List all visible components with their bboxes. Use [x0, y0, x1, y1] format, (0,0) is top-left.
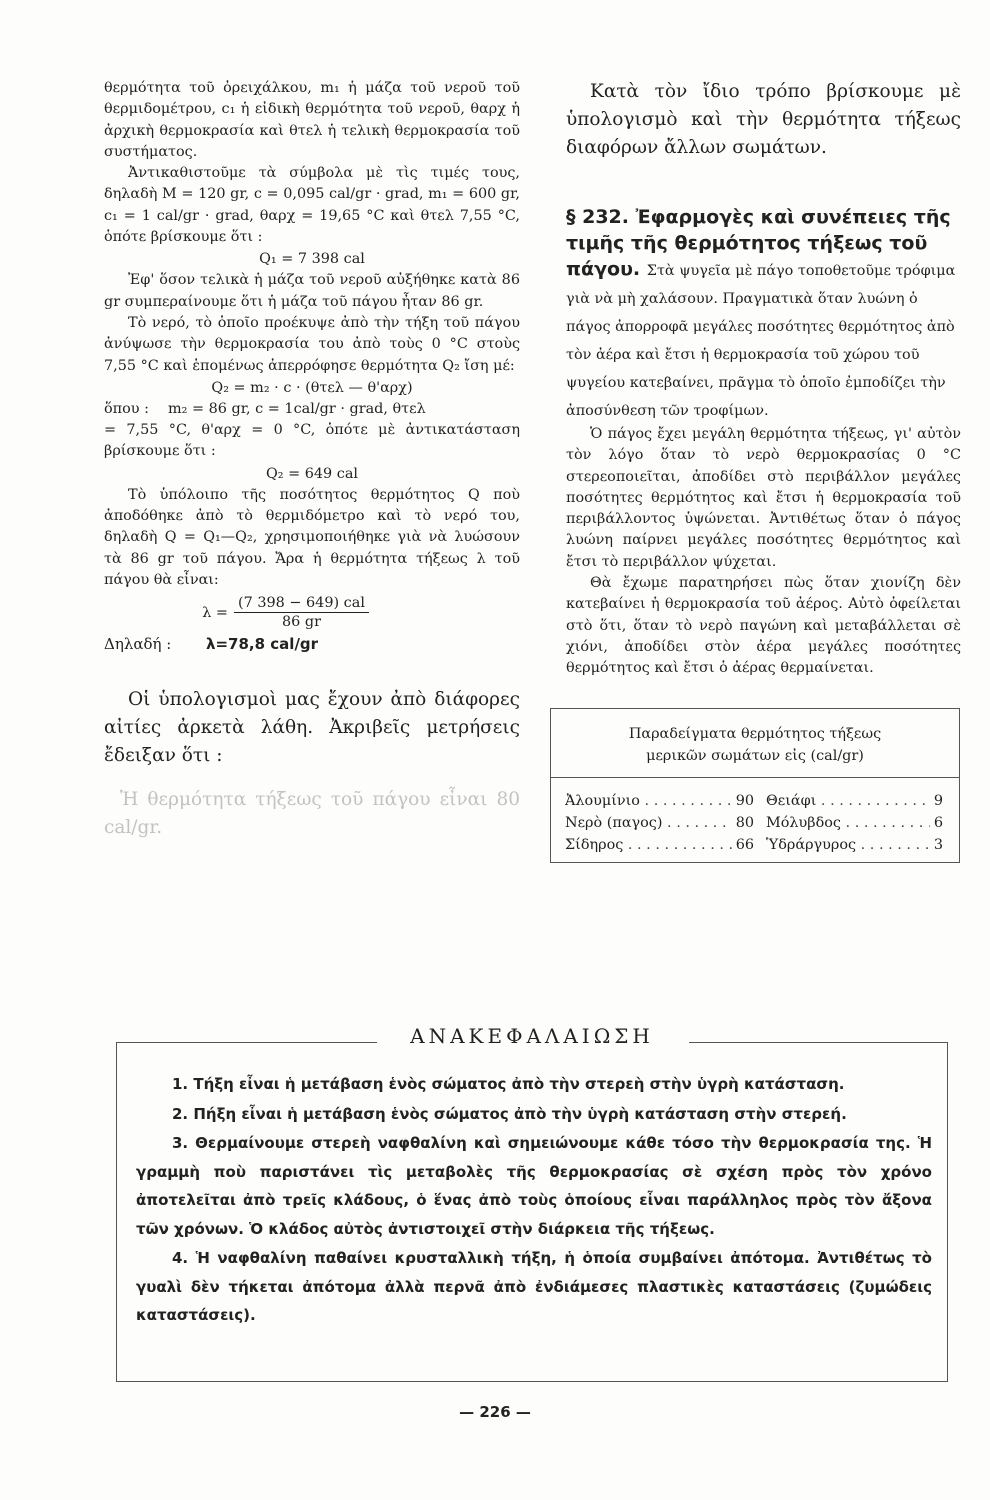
- substance-value: 90: [735, 792, 754, 809]
- where-label: ὅπου :: [104, 400, 149, 417]
- table-row: [766, 790, 943, 812]
- equation: Q₂ = 649 cal: [265, 465, 359, 482]
- table-row: [766, 812, 943, 834]
- result-row: [104, 632, 520, 656]
- section: [566, 204, 961, 424]
- table-column: [565, 790, 754, 856]
- table-title-line: μερικῶν σωμάτων εἰς (cal/gr): [646, 747, 864, 764]
- substance-name: Νερὸ (παγος) . . .: [565, 812, 732, 834]
- right-column: [566, 78, 961, 863]
- where-row: [104, 399, 520, 420]
- summary-item: 2. Πήξη εἶναι ἡ μετάβαση ἑνὸς σώματος ἀπὸ τὴν ὑγρὴ κατάσταση στὴν στερεή.: [172, 1104, 847, 1123]
- page-number: — 226 —: [459, 1403, 531, 1421]
- section-title: § 232. Ἐφαρμογὲς καὶ συνέπειες τῆς τιμῆς τῆς θερμότητος τήξεως τοῦ πάγου.: [566, 206, 951, 280]
- table-row: [766, 834, 943, 856]
- summary-list: [136, 1070, 932, 1331]
- paragraph: Τὸ ὑπόλοιπο τῆς ποσότητος θερμότητος Q ποὺ ἀποδόθηκε ἀπὸ τὸ θερμιδόμετρο καὶ τὸ νερό του, δηλαδὴ Q = Q₁—Q₂, χρησιμοποιήθηκε γιὰ νὰ λυώσουν τὰ 86 gr τοῦ πάγου. Ἄρα ἡ θερμότητα τήξεως λ τοῦ πάγου θὰ εἶναι:: [104, 486, 520, 588]
- substance-name: Ἀλουμίνιο . . .: [565, 790, 732, 812]
- faded-paragraph: Ἡ θερμότητα τήξεως τοῦ πάγου εἶναι 80 cal/gr.: [104, 789, 520, 839]
- substance-name: Μόλυβδος . . .: [766, 812, 930, 834]
- table-body: [551, 778, 959, 862]
- section-body: Στὰ ψυγεῖα μὲ πάγο τοποθετοῦμε τρόφιμα γιὰ νὰ μὴ χαλάσουν. Πραγματικὰ ὅταν λυώνη ὁ πάγος ἀπορροφᾶ μεγάλες ποσότητες θερμότητος ἀπὸ τὸν ἀέρα καὶ ἔτσι ἡ θερμοκρασία τοῦ χώρου τοῦ ψυγείου κατεβαίνει, πρᾶγμα τὸ ὁποῖο ἐμποδίζει τὴν ἀποσύνθεση τῶν τροφίμων.: [566, 263, 956, 419]
- substance-name: Σίδηρος . . .: [565, 834, 732, 856]
- table-column: [754, 790, 943, 856]
- large-paragraph: Κατὰ τὸν ἴδιο τρόπο βρίσκουμε μὲ ὑπολογισμὸ καὶ τὴν θερμότητα τήξεως διαφόρων ἄλλων σωμάτων.: [566, 81, 961, 158]
- left-column: [104, 78, 520, 842]
- paragraph: Θὰ ἔχωμε παρατηρήσει πὼς ὅταν χιονίζη δὲν κατεβαίνει ἡ θερμοκρασία τοῦ ἀέρος. Αὐτὸ ὀφείλεται στὸ ὅτι, ὅταν τὸ νερὸ παγώνη καὶ μεταβάλλεται σὲ χιόνι, ἀποδίδει στὸν ἀέρα μεγάλες ποσότητες θερμότητος καὶ ἔτσι ὁ ἀέρας θερμαίνεται.: [566, 575, 961, 677]
- paragraph: Ἐφ' ὅσον τελικὰ ἡ μάζα τοῦ νεροῦ αὐξήθηκε κατὰ 86 gr συμπεραίνουμε ὅτι ἡ μάζα τοῦ πάγου ἦταν 86 gr.: [104, 272, 520, 310]
- equation: Q₂ = m₂ · c · (θτελ — θ'αρχ): [211, 379, 413, 396]
- paragraph: Ἀντικαθιστοῦμε τὰ σύμβολα μὲ τὶς τιμές τους, δηλαδὴ M = 120 gr, c = 0,095 cal/gr · grad, m₁ = 600 gr, c₁ = 1 cal/gr · grad, θαρχ = 19,65 °C καὶ θτελ 7,55 °C, ὁπότε βρίσκουμε ὅτι :: [104, 165, 520, 246]
- paragraph: θερμότητα τοῦ ὀρειχάλκου, m₁ ἡ μάζα τοῦ νεροῦ τοῦ θερμιδομέτρου, c₁ ἡ εἰδικὴ θερμότητα τοῦ νεροῦ, θαρχ ἡ ἀρχικὴ θερμοκρασία καὶ θτελ ἡ τελικὴ θερμοκρασία τοῦ συστήματος.: [104, 80, 520, 160]
- substance-value: 80: [735, 814, 754, 831]
- result-label: Δηλαδή :: [104, 635, 172, 654]
- substance-name: Ὑδράργυρος . . .: [766, 834, 930, 856]
- table-row: [565, 834, 754, 856]
- table-title-line: Παραδείγματα θερμότητος τήξεως: [628, 725, 882, 742]
- large-paragraph: Οἱ ὑπολογισμοὶ μας ἔχουν ἀπὸ διάφορες αἰτίες ἀρκετὰ λάθη. Ἀκριβεῖς μετρήσεις ἔδειξαν ὅτι :: [104, 689, 520, 767]
- heat-of-fusion-table: [550, 708, 960, 863]
- result-value: λ=78,8 cal/gr: [206, 635, 319, 654]
- summary-item: 3. Θερμαίνουμε στερεὴ ναφθαλίνη καὶ σημειώνουμε κάθε τόσο τὴν θερμοκρασία της. Ἡ γραμμὴ ποὺ παριστάνει τὶς μεταβολὲς τῆς θερμοκρασίας σὲ σχέση πρὸς τὸν χρόνο ἀποτελεῖται ἀπὸ τρεῖς κλάδους, ὁ ἕνας ἀπὸ τοὺς ὁποίους εἶναι παράλληλος πρὸς τὸν ἄξονα τῶν χρόνων. Ὁ κλάδος αὐτὸς ἀντιστοιχεῖ στὴν διάρκεια τῆς τήξεως.: [136, 1134, 932, 1238]
- table-row: [565, 812, 754, 834]
- equation: Q₁ = 7 398 cal: [259, 251, 365, 268]
- fraction-numerator: (7 398 − 649) cal: [234, 595, 369, 613]
- fraction-equation: [104, 595, 520, 630]
- paragraph: = 7,55 °C, θ'αρχ = 0 °C, ὁπότε μὲ ἀντικατάσταση βρίσκουμε ὅτι :: [104, 422, 520, 460]
- substance-value: 3: [933, 836, 943, 853]
- summary-item: 1. Τήξη εἶναι ἡ μετάβαση ἑνὸς σώματος ἀπὸ τὴν στερεὴ στὴν ὑγρὴ κατάσταση.: [172, 1075, 845, 1093]
- paragraph: Τὸ νερό, τὸ ὁποῖο προέκυψε ἀπὸ τὴν τήξη τοῦ πάγου ἀνύψωσε τὴν θερμοκρασία του ἀπὸ τοὺς 0 °C στοὺς 7,55 °C καὶ ἑπομένως ἀπερρόφησε θερμότητα Q₂ ἴση μέ:: [104, 314, 520, 374]
- substance-name: Θειάφι . . .: [766, 790, 930, 812]
- table-row: [565, 790, 754, 812]
- summary-title: ΑΝΑΚΕΦΑΛΑΙΩΣΗ: [410, 1024, 654, 1048]
- table-header: [551, 709, 959, 778]
- fraction-denominator: 86 gr: [281, 614, 321, 631]
- paragraph: Ὁ πάγος ἔχει μεγάλη θερμότητα τήξεως, γι' αὐτὸν τὸν λόγο ὅταν τὸ νερὸ θερμοκρασίας 0 °C στερεοποιεῖται, ἀποδίδει στὸ περιβάλλον μεγάλες ποσότητες θερμότητος καὶ ἔτσι ἡ θερμοκρασία τοῦ περιβάλλοντος ὑψώνεται. Ἀντιθέτως ὅταν ὁ πάγος λυώνη παίρνει μεγάλες ποσότητες θερμότητος καὶ ἔτσι τὸ περιβάλλον ψύχεται.: [566, 426, 961, 570]
- where-text: m₂ = 86 gr, c = 1cal/gr · grad, θτελ: [168, 400, 426, 417]
- substance-value: 66: [735, 836, 754, 853]
- substance-value: 6: [933, 814, 943, 831]
- summary-item: 4. Ἡ ναφθαλίνη παθαίνει κρυσταλλικὴ τήξη, ἡ ὁποία συμβαίνει ἀπότομα. Ἀντιθέτως τὸ γυαλὶ δὲν τήκεται ἀπότομα ἀλλὰ περνᾶ ἀπὸ ἐνδιάμεσες πλαστικὲς καταστάσεις (ζυμώδεις καταστάσεις).: [136, 1249, 932, 1324]
- fraction-lhs: λ =: [202, 604, 228, 621]
- fraction: [234, 595, 369, 630]
- substance-value: 9: [933, 792, 943, 809]
